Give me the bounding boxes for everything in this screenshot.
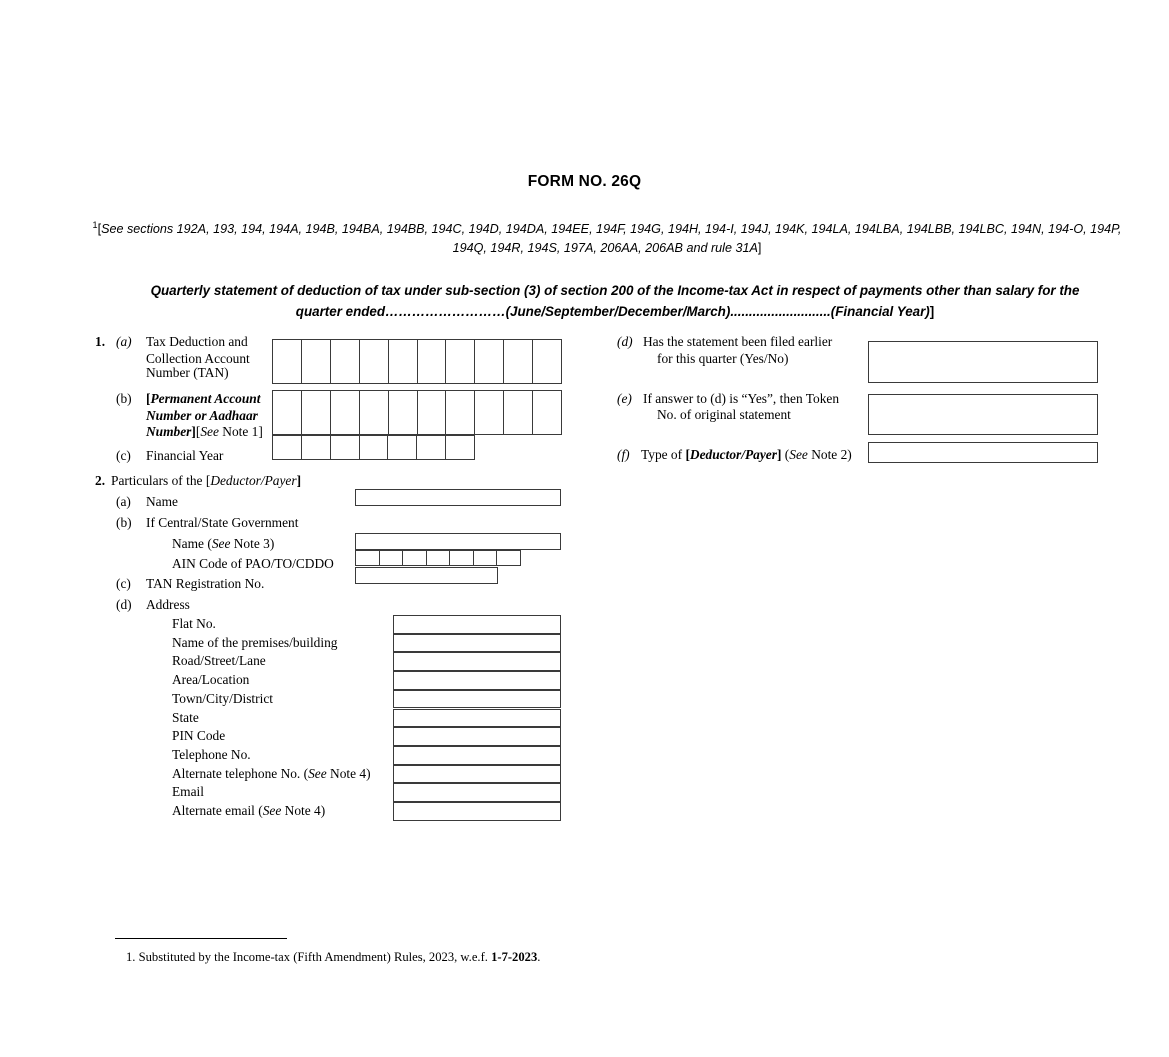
section1-item-f-bracket-open: [ [685, 447, 690, 462]
ain-code-cell[interactable] [356, 551, 380, 565]
section2-gov-name-label [172, 535, 274, 553]
section2-item-c-label: TAN Registration No. [146, 576, 265, 591]
section1-item-a-label-line3: Number (TAN) [146, 365, 229, 380]
section2-gov-name-note-text: Note 3 [233, 536, 270, 551]
tan-cell[interactable] [504, 340, 533, 383]
subtitle-close-bracket: ] [929, 304, 935, 319]
tan-cell[interactable] [331, 340, 360, 383]
financial-year-cell[interactable] [446, 436, 474, 459]
ain-code-cell[interactable] [497, 551, 520, 565]
section1-item-a-label-line2: Collection Account [146, 351, 250, 366]
ain-code-cell[interactable] [380, 551, 404, 565]
section1-item-d-marker: (d) [617, 334, 633, 349]
pan-cell[interactable] [389, 391, 418, 434]
subtitle-line1: Quarterly statement of deduction of tax under sub-section (3) of section 200 of the Income-tax Act in respect of payments other [150, 283, 960, 298]
address-row-label: Road/Street/Lane [172, 653, 266, 669]
section1-item-b-note-text: Note 1 [222, 424, 259, 439]
footnote-text-after: . [537, 950, 541, 964]
address-row-input[interactable] [393, 727, 561, 746]
section1-item-f-note-see: See [789, 447, 808, 462]
section2-number: 2. [95, 473, 106, 488]
section1-item-f-note-close: ) [847, 447, 852, 462]
tan-registration-input[interactable] [355, 567, 498, 584]
address-row-label: Telephone No. [172, 746, 251, 762]
address-row-input[interactable] [393, 671, 561, 690]
address-row-label: Flat No. [172, 616, 216, 631]
financial-year-cell[interactable] [273, 436, 302, 459]
sections-reference-line2: 194P, 194Q, 194R, 194S, 197A, 206AA, 206AB and rule 31A [452, 222, 1122, 256]
section1-item-f-marker: (f) [617, 447, 630, 462]
footnote [126, 950, 540, 965]
section1-number: 1. [95, 334, 106, 349]
tan-cell[interactable] [475, 340, 504, 383]
section1-item-f-note-open: ( [784, 447, 790, 462]
financial-year-cell[interactable] [331, 436, 360, 459]
financial-year-cell[interactable] [302, 436, 331, 459]
tan-cell[interactable] [418, 340, 447, 383]
section2-heading-bracket-open: [ [205, 473, 211, 488]
pan-cell[interactable] [360, 391, 389, 434]
footnote-text-before: Substituted by the Income-tax (Fifth Amendment) Rules, 2023, w.e.f. [138, 950, 488, 964]
address-row-input[interactable] [393, 802, 561, 821]
address-row-input[interactable] [393, 746, 561, 765]
section2-gov-name-note-see: See [211, 536, 231, 551]
financial-year-cell[interactable] [388, 436, 417, 459]
sections-reference-superscript: 1 [92, 220, 98, 230]
section2-item-a-label: Name [146, 494, 178, 509]
section1-item-b-note-open: [ [195, 424, 201, 439]
address-note-see: See [308, 765, 327, 781]
address-row-label: Area/Location [172, 672, 250, 688]
ain-code-cell[interactable] [450, 551, 474, 565]
section1-item-b-note-close: ] [258, 424, 263, 439]
section1-item-f-italic: Deductor/Payer [689, 447, 777, 462]
section2-heading-prefix: Particulars of the [111, 473, 203, 488]
subtitle-quarter-options: (June/September/December/March) [505, 304, 731, 319]
government-name-input[interactable] [355, 533, 561, 550]
deductor-name-input[interactable] [355, 489, 561, 506]
tan-cell[interactable] [273, 340, 302, 383]
address-note-see: See [262, 803, 282, 818]
tan-cell[interactable] [360, 340, 389, 383]
tan-cell[interactable] [533, 340, 561, 383]
address-row-label: Name of the premises/building [172, 634, 338, 650]
address-row-input[interactable] [393, 765, 561, 784]
financial-year-cell[interactable] [360, 436, 389, 459]
section1-item-a-marker: (a) [116, 334, 132, 349]
section1-item-b-note-see: See [200, 424, 219, 439]
section1-item-c-marker: (c) [116, 448, 131, 463]
sections-reference-open-bracket: [ [97, 222, 102, 237]
subtitle-line2-a: than salary for the quarter ended [295, 283, 1080, 319]
ain-code-cell[interactable] [427, 551, 451, 565]
address-row-input[interactable] [393, 634, 561, 653]
section1-item-f-label [641, 446, 852, 464]
section1-item-b-label-line3 [146, 423, 263, 441]
sections-reference-close-bracket: ] [757, 241, 762, 256]
ain-code-input-grid[interactable] [355, 550, 521, 566]
subtitle-financial-year: (Financial Year) [830, 304, 930, 319]
pan-cell[interactable] [475, 391, 504, 434]
footnote-marker: 1. [126, 950, 136, 964]
address-row-label: Alternate email (See Note 4) [172, 803, 326, 818]
form-subtitle [150, 280, 1080, 322]
section2-heading-italic: Deductor/Payer [210, 473, 297, 488]
subtitle-dots-2: ........................... [730, 304, 831, 319]
section1-item-b-italic-line3: Number [146, 424, 192, 439]
section1-item-d-label-line1: Has the statement been filed earlier [643, 334, 833, 349]
section1-item-e-marker: (e) [617, 391, 632, 406]
pan-cell[interactable] [504, 391, 533, 434]
section1-item-e-label-line2: No. of original statement [657, 407, 791, 422]
section1-item-b-italic-line1: Permanent Account [150, 391, 261, 406]
address-row-input[interactable] [393, 690, 561, 709]
section2-item-d-marker: (d) [116, 597, 132, 612]
address-row-input[interactable] [393, 615, 561, 634]
section1-item-d-label-line2: for this quarter (Yes/No) [657, 351, 789, 366]
section1-item-f-label-prefix: Type of [641, 447, 683, 462]
pan-cell[interactable] [446, 391, 475, 434]
sections-reference [92, 216, 1122, 258]
section2-gov-name-label-prefix: Name [172, 536, 204, 551]
section1-item-e-label-line1: If answer to (d) is “Yes”, then Token [643, 391, 840, 406]
section1-item-b-bracket-open: [ [146, 391, 151, 406]
pan-cell[interactable] [302, 391, 331, 434]
section1-item-a-label-line1: Tax Deduction and [146, 334, 248, 349]
section2-gov-name-note-close: ) [269, 536, 275, 551]
address-row-input[interactable] [393, 652, 561, 671]
address-row-label: PIN Code [172, 728, 226, 744]
address-row-label: Town/City/District [172, 690, 273, 706]
pan-cell[interactable] [418, 391, 447, 434]
address-row-input[interactable] [393, 709, 561, 728]
pan-cell[interactable] [533, 391, 561, 434]
statement-filed-earlier-input[interactable] [868, 341, 1098, 383]
tan-input-grid[interactable] [272, 339, 562, 384]
original-statement-token-input[interactable] [868, 394, 1098, 435]
section1-item-b-bracket-close: ] [191, 424, 196, 439]
section2-gov-name-note-open: ( [207, 536, 212, 551]
financial-year-cell[interactable] [417, 436, 446, 459]
section1-item-f-note-text: Note 2 [811, 447, 848, 462]
tan-cell[interactable] [302, 340, 331, 383]
address-row-label: Alternate telephone No. (See Note 4) [172, 765, 371, 781]
sections-reference-line1: See sections 192A, 193, 194, 194A, 194B, 194BA, 194BB, 194C, 194D, 194DA, 194EE, 194F, 194G, 194H, 194-I, 194J, 194K, 194LA, 194LBA, 194LBB, 194LBC, 194N, 194-O, [101, 222, 1087, 237]
section2-item-b-marker: (b) [116, 515, 132, 530]
section2-heading [111, 472, 301, 490]
section2-item-a-marker: (a) [116, 494, 131, 509]
tan-cell[interactable] [389, 340, 418, 383]
section1-item-c-label: Financial Year [146, 448, 224, 463]
pan-cell[interactable] [273, 391, 302, 434]
page-title: FORM NO. 26Q [527, 173, 642, 190]
footnote-date: 1-7-2023 [491, 950, 538, 964]
financial-year-input-grid[interactable] [272, 435, 475, 460]
section1-item-b-label-line1 [146, 390, 272, 408]
section2-ain-code-label: AIN Code of PAO/TO/CDDO [172, 556, 334, 571]
pan-aadhaar-input-grid[interactable] [272, 390, 562, 435]
section1-item-b-marker: (b) [116, 391, 132, 406]
section2-item-b-label: If Central/State Government [146, 515, 299, 530]
deductor-type-input[interactable] [868, 442, 1098, 463]
section2-item-c-marker: (c) [116, 576, 131, 591]
section2-item-d-label: Address [146, 597, 190, 612]
section1-item-b-italic-line2: Number or Aadhaar [146, 408, 258, 423]
tan-cell[interactable] [446, 340, 475, 383]
address-row-label: Email [172, 784, 204, 800]
footnote-divider [115, 938, 287, 939]
ain-code-cell[interactable] [403, 551, 427, 565]
subtitle-dots-1: ……………………… [385, 304, 506, 319]
pan-cell[interactable] [331, 391, 360, 434]
section1-item-f-bracket-close: ] [776, 447, 782, 462]
section2-heading-bracket-close: ] [296, 473, 302, 488]
ain-code-cell[interactable] [474, 551, 498, 565]
address-row-input[interactable] [393, 783, 561, 802]
address-row-label: State [172, 709, 199, 725]
